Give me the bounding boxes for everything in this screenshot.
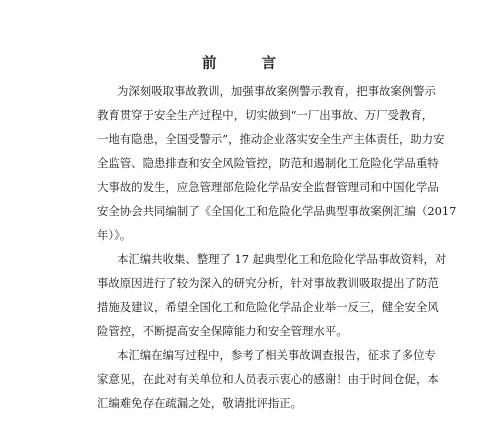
paragraph-2-line-2: 事故原因进行了较为深入的研究分析，针对事故教训吸取提出了防范 — [97, 276, 439, 290]
paragraph-3-line-2: 家意见，在此对有关单位和人员表示衷心的感谢！由于时间仓促，本 — [97, 372, 439, 386]
paragraph-1-line-3: 一地有隐患，全国受警示”，推动企业落实安全生产主体责任，助力安 — [97, 132, 445, 146]
paragraph-2-line-4: 险管控，不断提高安全保障能力和安全管理水平。 — [97, 324, 348, 338]
paragraph-2-line-3: 措施及建议，希望全国化工和危险化学品企业举一反三，健全安全风 — [97, 300, 439, 314]
paragraph-1-line-2: 教育贯穿于安全生产过程中，切实做到“一厂出事故、万厂受教育， — [97, 108, 434, 122]
paragraph-3-line-3: 汇编难免存在疏漏之处，敬请批评指正。 — [97, 396, 303, 410]
page-title: 前 言 — [201, 56, 297, 72]
paragraph-1-line-1: 为深刻吸取事故教训，加强事故案例警示教育，把事故案例警示 — [117, 84, 436, 98]
paragraph-1-line-6: 安全协会共同编制了《全国化工和危险化学品典型事故案例汇编（2017 — [97, 204, 457, 218]
paragraph-3-line-1: 本汇编在编写过程中，参考了相关事故调查报告，征求了多位专 — [117, 348, 436, 362]
paragraph-1-line-5: 大事故的发生，应急管理部危险化学品安全监督管理司和中国化学品 — [97, 180, 439, 194]
paragraph-2-line-1: 本汇编共收集、整理了 17 起典型化工和危险化学品事故资料，对 — [117, 252, 447, 266]
paragraph-1-line-7: 年）》。 — [97, 228, 132, 242]
paragraph-1-line-4: 全监管、隐患排查和安全风险管控，防范和遏制化工危险化学品重特 — [97, 156, 439, 170]
